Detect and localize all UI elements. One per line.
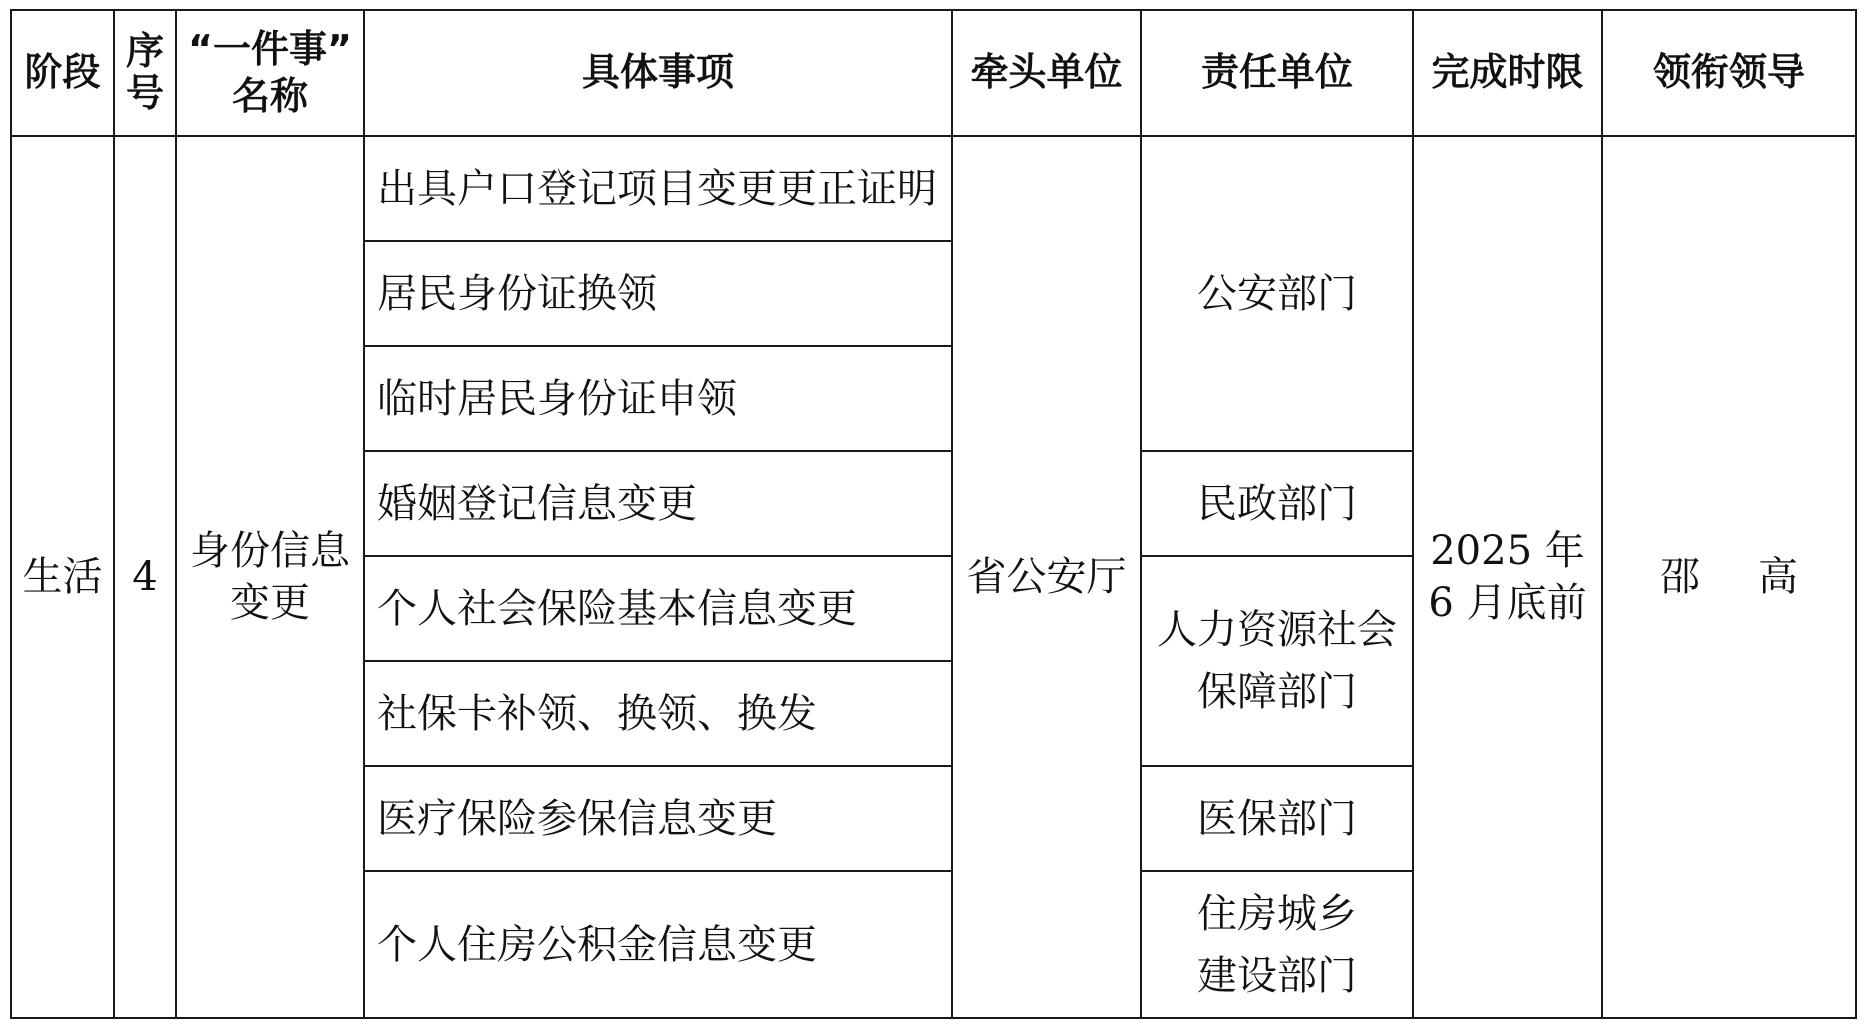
header-leader: 领衔领导 bbox=[1602, 10, 1856, 136]
lead-unit-cell: 省公安厅 bbox=[952, 136, 1141, 1018]
header-item: 具体事项 bbox=[364, 10, 952, 136]
item-cell: 社保卡补领、换领、换发 bbox=[364, 661, 952, 766]
header-seq bbox=[114, 10, 176, 136]
item-cell: 居民身份证换领 bbox=[364, 241, 952, 346]
item-cell: 个人住房公积金信息变更 bbox=[364, 871, 952, 1018]
header-seq-line1: 序 bbox=[125, 29, 164, 74]
stage-cell: 生活 bbox=[11, 136, 114, 1018]
leader-cell bbox=[1602, 136, 1856, 1018]
table-row bbox=[11, 136, 1856, 241]
leader-name-first: 邵 bbox=[1660, 554, 1700, 600]
header-stage: 阶段 bbox=[11, 10, 114, 136]
resp-unit-housing bbox=[1141, 871, 1413, 1018]
item-cell: 出具户口登记项目变更更正证明 bbox=[364, 136, 952, 241]
deadline-line2: 6 月底前 bbox=[1428, 580, 1587, 626]
header-name-line1: “一件事” bbox=[188, 26, 352, 71]
resp-unit-medical-insurance: 医保部门 bbox=[1141, 766, 1413, 871]
header-row bbox=[11, 10, 1856, 136]
item-cell: 婚姻登记信息变更 bbox=[364, 451, 952, 556]
deadline-line1: 2025 年 bbox=[1430, 528, 1585, 574]
event-name-cell bbox=[176, 136, 364, 1018]
resp-unit-civil-affairs: 民政部门 bbox=[1141, 451, 1413, 556]
header-name-line2: 名称 bbox=[231, 74, 308, 118]
header-lead-unit: 牵头单位 bbox=[952, 10, 1141, 136]
header-deadline: 完成时限 bbox=[1413, 10, 1602, 136]
header-name bbox=[176, 10, 364, 136]
resp-unit-housing-line2: 建设部门 bbox=[1197, 952, 1357, 999]
header-resp-unit: 责任单位 bbox=[1141, 10, 1413, 136]
event-name-line2: 变更 bbox=[230, 580, 310, 626]
resp-unit-hr-line2: 保障部门 bbox=[1197, 669, 1357, 715]
seq-cell: 4 bbox=[114, 136, 176, 1018]
leader-name-second: 高 bbox=[1758, 554, 1798, 600]
task-table bbox=[10, 9, 1857, 1019]
resp-unit-public-security: 公安部门 bbox=[1141, 136, 1413, 451]
header-seq-line2: 号 bbox=[125, 71, 164, 115]
item-cell: 临时居民身份证申领 bbox=[364, 346, 952, 451]
event-name-line1: 身份信息 bbox=[190, 528, 350, 574]
item-cell: 个人社会保险基本信息变更 bbox=[364, 556, 952, 661]
resp-unit-hr-line1: 人力资源社会 bbox=[1157, 607, 1397, 653]
resp-unit-housing-line1: 住房城乡 bbox=[1197, 890, 1357, 937]
deadline-cell bbox=[1413, 136, 1602, 1018]
item-cell: 医疗保险参保信息变更 bbox=[364, 766, 952, 871]
resp-unit-human-resources bbox=[1141, 556, 1413, 766]
